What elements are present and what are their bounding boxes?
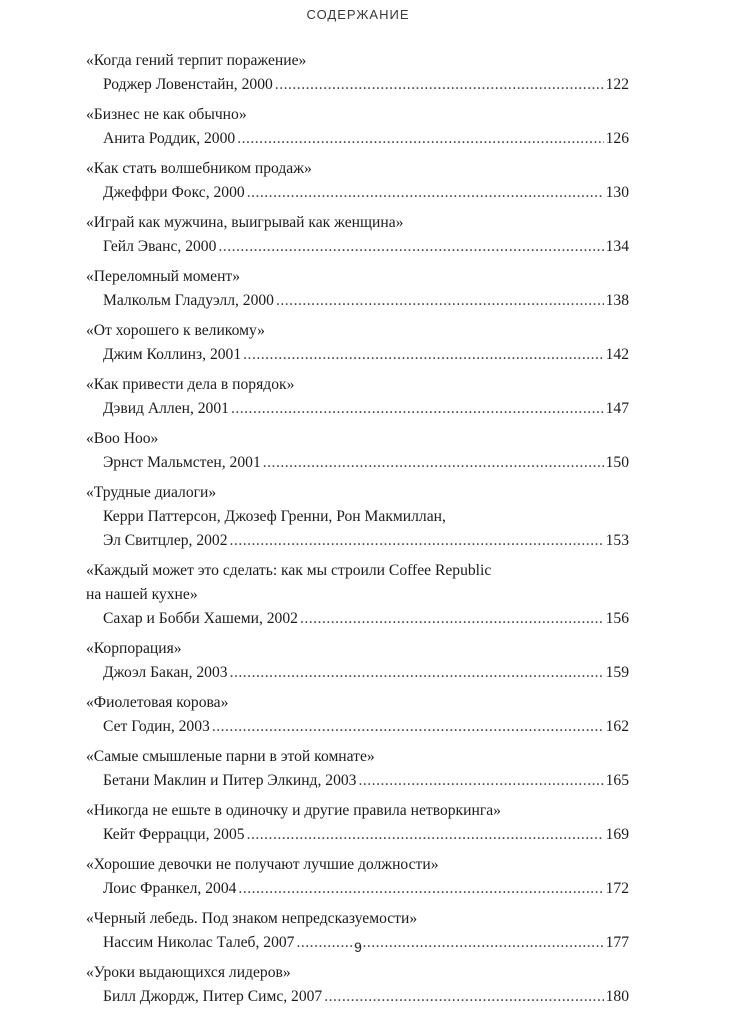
toc-entry-author: Дэвид Аллен, 2001 bbox=[103, 400, 229, 417]
toc-entry[interactable] bbox=[86, 745, 629, 793]
toc-entry-page-number[interactable]: 153 bbox=[605, 532, 629, 549]
toc-entry-author: Эл Свитцлер, 2002 bbox=[103, 532, 228, 549]
toc-entry-author-row bbox=[86, 529, 629, 553]
toc-entry-author-row bbox=[86, 343, 629, 367]
toc-entry-title: «Воо Ноо» bbox=[86, 430, 159, 447]
dot-leader bbox=[230, 661, 604, 685]
running-header: СОДЕРЖАНИЕ bbox=[306, 7, 410, 22]
dot-leader bbox=[231, 397, 604, 421]
dot-leader bbox=[237, 127, 603, 151]
toc-entry-author-row bbox=[86, 823, 629, 847]
toc-entry-author-row bbox=[86, 877, 629, 901]
dot-leader bbox=[324, 985, 603, 1009]
toc-entry[interactable] bbox=[86, 49, 629, 97]
dot-leader bbox=[276, 289, 604, 313]
toc-entry-page-number[interactable]: 147 bbox=[605, 400, 629, 417]
toc-entry-author-row bbox=[86, 607, 629, 631]
toc-entry-author: Малкольм Гладуэлл, 2000 bbox=[103, 292, 274, 309]
toc-entry-page-number[interactable]: 130 bbox=[605, 184, 629, 201]
toc-entry-author-row bbox=[86, 73, 629, 97]
toc-entry[interactable] bbox=[86, 211, 629, 259]
toc-entry-author-row bbox=[86, 397, 629, 421]
toc-entry[interactable] bbox=[86, 637, 629, 685]
toc-entry-title: «Как привести дела в порядок» bbox=[86, 376, 295, 393]
toc-entry[interactable] bbox=[86, 103, 629, 151]
toc-entry-title: «Переломный момент» bbox=[86, 268, 241, 285]
toc-entry-author-row bbox=[86, 289, 629, 313]
toc-entry-author-row bbox=[86, 451, 629, 475]
toc-entry-author-row bbox=[86, 127, 629, 151]
toc-entry-title: «Самые смышленые парни в этой комнате» bbox=[86, 748, 375, 765]
toc-entry-author-row bbox=[86, 715, 629, 739]
toc-entry-page-number[interactable]: 122 bbox=[605, 76, 629, 93]
toc-entry-title: «Уроки выдающихся лидеров» bbox=[86, 964, 291, 981]
toc-entry-author: Керри Паттерсон, Джозеф Гренни, Рон Макмиллан, bbox=[103, 508, 446, 525]
toc-entry-title: «Когда гений терпит поражение» bbox=[86, 52, 307, 69]
toc-entry-title: «Черный лебедь. Под знаком непредсказуемости» bbox=[86, 910, 418, 927]
toc-entry-title: «Играй как мужчина, выигрывай как женщина» bbox=[86, 214, 404, 231]
toc-entry-page-number[interactable]: 159 bbox=[605, 664, 629, 681]
toc-entry-author-row bbox=[86, 985, 629, 1009]
toc-entry-author-row bbox=[86, 661, 629, 685]
toc-entry[interactable] bbox=[86, 157, 629, 205]
toc-entry-page-number[interactable]: 126 bbox=[605, 130, 629, 147]
toc-entry[interactable] bbox=[86, 691, 629, 739]
page-number: 9 bbox=[354, 939, 362, 955]
toc-entry-author-row bbox=[86, 235, 629, 259]
toc-entry-author: Билл Джордж, Питер Симс, 2007 bbox=[103, 988, 323, 1005]
toc-entry-page-number[interactable]: 142 bbox=[605, 346, 629, 363]
toc-entry-title: «Корпорация» bbox=[86, 640, 182, 657]
toc-entry[interactable] bbox=[86, 853, 629, 901]
toc-entry-page-number[interactable]: 150 bbox=[605, 454, 629, 471]
dot-leader bbox=[300, 607, 604, 631]
dot-leader bbox=[275, 73, 604, 97]
toc-entry[interactable] bbox=[86, 961, 629, 1009]
toc-entry[interactable] bbox=[86, 319, 629, 367]
toc-entry-author: Анита Роддик, 2000 bbox=[103, 130, 236, 147]
toc-entry[interactable] bbox=[86, 373, 629, 421]
dot-leader bbox=[230, 529, 604, 553]
toc-entry-title: «От хорошего к великому» bbox=[86, 322, 265, 339]
dot-leader bbox=[358, 769, 603, 793]
toc-entry-author: Бетани Маклин и Питер Элкинд, 2003 bbox=[103, 772, 357, 789]
toc-entry-page-number[interactable]: 156 bbox=[605, 610, 629, 627]
dot-leader bbox=[238, 877, 603, 901]
toc-entry[interactable] bbox=[86, 265, 629, 313]
dot-leader bbox=[212, 715, 604, 739]
toc-entry-page-number[interactable]: 180 bbox=[605, 988, 629, 1005]
toc-entry-title: «Фиолетовая корова» bbox=[86, 694, 229, 711]
toc-entry-author: Нассим Николас Талеб, 2007 bbox=[103, 934, 295, 951]
toc-entry-title: на нашей кухне» bbox=[86, 586, 198, 603]
toc-entry-author: Эрнст Мальмстен, 2001 bbox=[103, 454, 261, 471]
dot-leader bbox=[243, 343, 603, 367]
toc-entry-author: Роджер Ловенстайн, 2000 bbox=[103, 76, 273, 93]
dot-leader bbox=[247, 823, 604, 847]
toc-entry-title: «Хорошие девочки не получают лучшие должности» bbox=[86, 856, 439, 873]
toc-entry-page-number[interactable]: 165 bbox=[605, 772, 629, 789]
toc-entry-page-number[interactable]: 138 bbox=[605, 292, 629, 309]
toc-entry-title: «Каждый может это сделать: как мы строили Coffee Republic bbox=[86, 562, 492, 579]
toc-entry[interactable] bbox=[86, 799, 629, 847]
toc-entry-author: Сет Годин, 2003 bbox=[103, 718, 210, 735]
toc-entry-author-row bbox=[86, 181, 629, 205]
toc-entry[interactable] bbox=[86, 481, 629, 553]
dot-leader bbox=[218, 235, 603, 259]
toc-entry[interactable] bbox=[86, 559, 629, 631]
toc-entry-author: Лоис Франкел, 2004 bbox=[103, 880, 237, 897]
toc-entry-page-number[interactable]: 162 bbox=[605, 718, 629, 735]
toc-entry-author-row bbox=[86, 769, 629, 793]
toc-entry-author: Джеффри Фокс, 2000 bbox=[103, 184, 245, 201]
toc-entry-title: «Никогда не ешьте в одиночку и другие правила нетворкинга» bbox=[86, 802, 501, 819]
toc-entry-title: «Как стать волшебником продаж» bbox=[86, 160, 312, 177]
dot-leader bbox=[247, 181, 604, 205]
toc-entry-author: Сахар и Бобби Хашеми, 2002 bbox=[103, 610, 298, 627]
toc-entry-author: Джим Коллинз, 2001 bbox=[103, 346, 242, 363]
toc-entry-author: Гейл Эванс, 2000 bbox=[103, 238, 217, 255]
toc-entry-page-number[interactable]: 172 bbox=[605, 880, 629, 897]
toc-entry-title: «Трудные диалоги» bbox=[86, 484, 217, 501]
toc-entry-author: Кейт Феррацци, 2005 bbox=[103, 826, 245, 843]
dot-leader bbox=[263, 451, 604, 475]
table-of-contents bbox=[86, 49, 629, 1015]
toc-entry-page-number[interactable]: 177 bbox=[605, 934, 629, 951]
toc-entry-title: «Бизнес не как обычно» bbox=[86, 106, 247, 123]
toc-entry-author: Джоэл Бакан, 2003 bbox=[103, 664, 228, 681]
toc-entry-page-number[interactable]: 134 bbox=[605, 238, 629, 255]
toc-entry-page-number[interactable]: 169 bbox=[605, 826, 629, 843]
toc-entry[interactable] bbox=[86, 427, 629, 475]
